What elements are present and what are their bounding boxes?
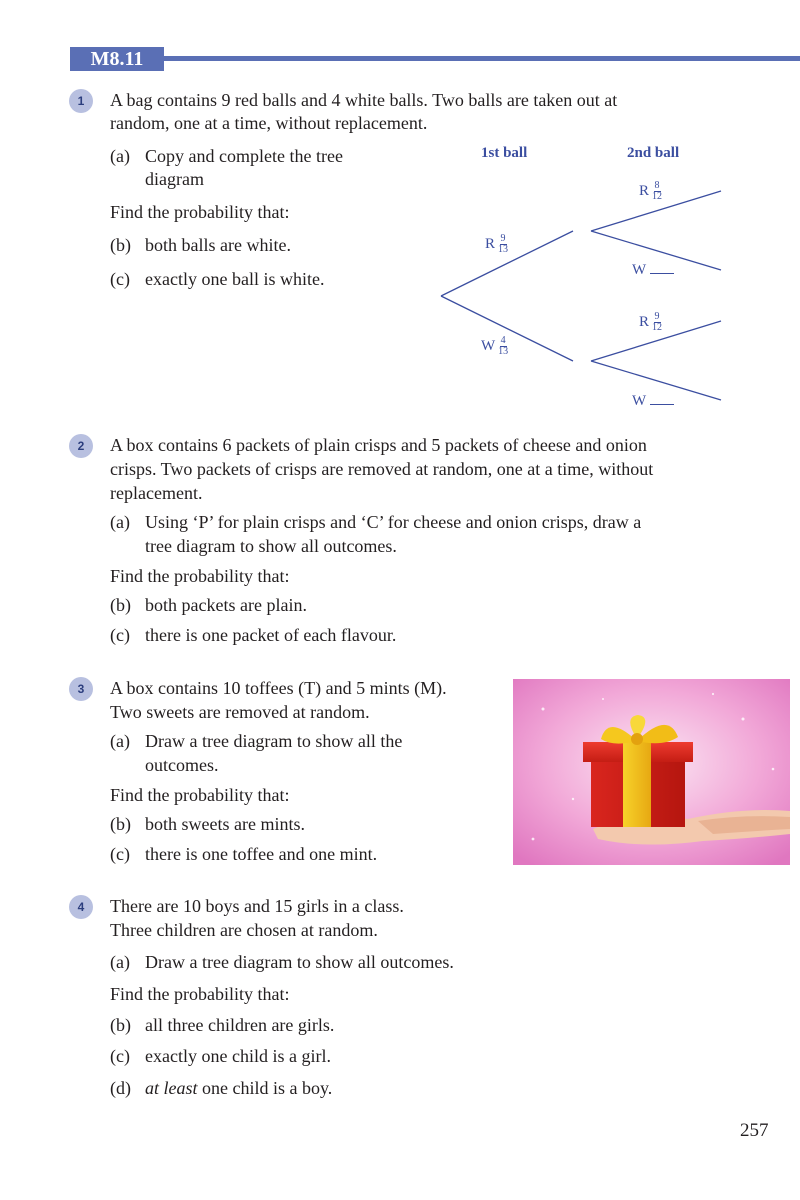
page-number: 257 <box>740 1120 769 1141</box>
part-text: exactly one child is a girl. <box>145 1046 331 1066</box>
part-label: (b) <box>110 235 131 255</box>
part-text: there is one packet of each flavour. <box>145 625 397 645</box>
q2-find-prompt: Find the probability that: <box>110 566 290 586</box>
answer-blank <box>650 392 674 405</box>
q4-part-d <box>110 1076 332 1100</box>
q2-part-b <box>110 593 307 617</box>
answer-blank <box>650 261 674 274</box>
q3-text-line2: Two sweets are removed at random. <box>110 702 370 722</box>
q2-text-line3: replacement. <box>110 483 203 503</box>
part-text: exactly one ball is white. <box>145 269 325 289</box>
tree-header-2nd-ball: 2nd ball <box>627 145 680 161</box>
q3-text-line1: A box contains 10 toffees (T) and 5 mints (M). <box>110 678 447 698</box>
tree-label-white-red: R $\frac{9}{12}$ <box>639 311 663 333</box>
q4-text-line2: Three children are chosen at random. <box>110 920 378 940</box>
tree-label-white-white: W <box>632 392 674 410</box>
part-text: Draw a tree diagram to show all outcomes. <box>145 952 454 972</box>
part-label: (c) <box>110 625 130 645</box>
gift-box-photo <box>513 679 790 865</box>
q3-part-b <box>110 812 305 836</box>
tree-label-first-white: W $\frac{4}{13}$ <box>481 335 509 357</box>
q2-part-a <box>110 510 641 534</box>
q4-part-a <box>110 950 454 974</box>
fraction: $\frac{9}{13}$ <box>498 233 509 255</box>
part-label: (c) <box>110 1046 130 1066</box>
part-text: one child is a boy. <box>197 1078 333 1098</box>
part-text: there is one toffee and one mint. <box>145 844 378 864</box>
fraction: $\frac{8}{12}$ <box>652 180 663 202</box>
part-text: both packets are plain. <box>145 595 307 615</box>
q4-text-line1: There are 10 boys and 15 girls in a class. <box>110 896 404 916</box>
q4-find-prompt: Find the probability that: <box>110 984 290 1004</box>
part-label: (c) <box>110 269 130 289</box>
part-label: (d) <box>110 1078 131 1098</box>
emphasis-text: at least <box>145 1078 198 1098</box>
q1-text-line1: A bag contains 9 red balls and 4 white balls. Two balls are taken out at <box>110 90 618 110</box>
q2-part-c <box>110 623 396 647</box>
part-text: Copy and complete the tree <box>145 146 343 166</box>
q3-find-prompt: Find the probability that: <box>110 785 290 805</box>
tree-header-1st-ball: 1st ball <box>481 145 528 161</box>
part-label: (b) <box>110 595 131 615</box>
part-label: (c) <box>110 844 130 864</box>
q1-part-a-line2: diagram <box>145 169 204 189</box>
question-number-badge: 1 <box>69 89 93 113</box>
part-text: Using ‘P’ for plain crisps and ‘C’ for cheese and onion crisps, draw a <box>145 512 642 532</box>
q3-part-a-line2: outcomes. <box>145 755 219 775</box>
tree-label-red-white: W <box>632 261 674 279</box>
part-label: (a) <box>110 146 130 166</box>
q1-text-line2: random, one at a time, without replacement. <box>110 113 428 133</box>
part-text: both balls are white. <box>145 235 291 255</box>
part-text: all three children are girls. <box>145 1015 335 1035</box>
tree-label-first-red: R $\frac{9}{13}$ <box>485 233 509 255</box>
q3-part-c <box>110 842 377 866</box>
q4-part-b <box>110 1013 334 1037</box>
part-label: (a) <box>110 731 130 751</box>
q1-find-prompt: Find the probability that: <box>110 202 290 222</box>
q4-part-c <box>110 1044 331 1068</box>
q2-part-a-line2: tree diagram to show all outcomes. <box>145 536 397 556</box>
question-number-badge: 4 <box>69 895 93 919</box>
part-label: (a) <box>110 512 130 532</box>
question-number-badge: 2 <box>69 434 93 458</box>
question-number-badge: 3 <box>69 677 93 701</box>
part-label: (a) <box>110 952 130 972</box>
part-label: (b) <box>110 1015 131 1035</box>
q3-part-a <box>110 729 402 753</box>
section-heading: M8.11 <box>70 47 164 71</box>
tree-label-red-red: R $\frac{8}{12}$ <box>639 180 663 202</box>
fraction: $\frac{4}{13}$ <box>498 335 509 357</box>
part-text: both sweets are mints. <box>145 814 305 834</box>
q2-text-line1: A box contains 6 packets of plain crisps and 5 packets of cheese and onion <box>110 435 647 455</box>
part-text: Draw a tree diagram to show all the <box>145 731 403 751</box>
part-label: (b) <box>110 814 131 834</box>
fraction: $\frac{9}{12}$ <box>652 311 663 333</box>
q2-text-line2: crisps. Two packets of crisps are removed at random, one at a time, without <box>110 459 654 479</box>
